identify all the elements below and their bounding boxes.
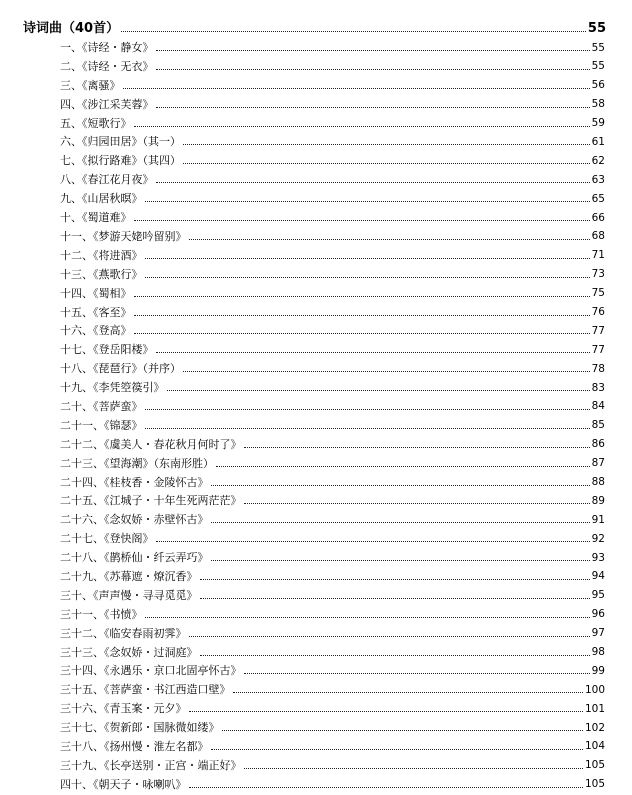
dot-leader: [189, 787, 583, 788]
dot-leader: [134, 126, 590, 127]
dot-leader: [156, 69, 590, 70]
entry-title: 四十、《朝天子・咏喇叭》: [60, 777, 187, 791]
entry-page-number: 63: [591, 173, 605, 186]
dot-leader: [211, 485, 590, 486]
toc-entry[interactable]: [0, 114, 632, 129]
dot-leader: [134, 220, 590, 221]
toc-entry[interactable]: [0, 435, 632, 450]
entry-page-number: 59: [591, 117, 605, 130]
toc-entry[interactable]: [0, 397, 632, 412]
dot-leader: [189, 636, 590, 637]
toc-entry[interactable]: [0, 246, 632, 261]
dot-leader: [145, 258, 590, 259]
toc-entry[interactable]: [0, 718, 632, 733]
entry-page-number: 91: [591, 513, 605, 526]
toc-entry[interactable]: [0, 491, 632, 506]
entry-title: 九、《山居秋暝》: [60, 192, 143, 206]
dot-leader: [145, 409, 590, 410]
entry-title: 二十四、《桂枝香・金陵怀古》: [60, 475, 209, 489]
toc-entry[interactable]: [0, 151, 632, 166]
dot-leader: [244, 503, 590, 504]
toc-entry[interactable]: [0, 189, 632, 204]
entry-page-number: 83: [591, 381, 605, 394]
entry-page-number: 55: [591, 41, 605, 54]
dot-leader: [145, 617, 590, 618]
toc-entry[interactable]: [0, 208, 632, 223]
dot-leader: [134, 333, 590, 334]
dot-leader: [156, 50, 590, 51]
toc-entry[interactable]: [0, 284, 632, 299]
dot-leader: [183, 163, 590, 164]
entry-title: 十、《蜀道难》: [60, 211, 132, 224]
section-title: 诗词曲（40首）: [23, 21, 120, 36]
dot-leader: [189, 711, 583, 712]
toc-entry[interactable]: [0, 76, 632, 91]
entry-page-number: 55: [591, 60, 605, 73]
entry-title: 十八、《琵琶行》（并序）: [60, 362, 181, 376]
toc-entry[interactable]: [0, 321, 632, 336]
toc-entry[interactable]: [0, 416, 632, 431]
entry-title: 三十九、《长亭送别・正宫・端正好》: [60, 758, 242, 772]
dot-leader: [244, 673, 590, 674]
toc-entry[interactable]: [0, 510, 632, 525]
toc-entry[interactable]: [0, 378, 632, 393]
dot-leader: [134, 296, 590, 297]
entry-title: 四、《涉江采芙蓉》: [60, 97, 154, 111]
dot-leader: [200, 579, 590, 580]
entry-title: 三、《离骚》: [60, 78, 121, 92]
entry-page-number: 105: [584, 778, 605, 791]
dot-leader: [167, 390, 590, 391]
section-page-number: 55: [587, 21, 606, 36]
entry-title: 八、《春江花月夜》: [60, 173, 154, 187]
entry-title: 二十、《菩萨蛮》: [60, 399, 143, 413]
entry-page-number: 58: [591, 98, 605, 111]
entry-page-number: 87: [591, 457, 605, 470]
entry-title: 七、《拟行路难》（其四）: [60, 154, 181, 168]
toc-entry[interactable]: [0, 265, 632, 280]
entry-title: 三十五、《菩萨蛮・书江西造口壁》: [60, 683, 231, 697]
entry-page-number: 62: [591, 154, 605, 167]
entry-title: 二十三、《望海潮》（东南形胜）: [60, 456, 214, 470]
toc-entry[interactable]: [0, 170, 632, 185]
toc-entry[interactable]: [0, 227, 632, 242]
dot-leader: [156, 182, 590, 183]
dot-leader: [200, 598, 590, 599]
toc-entry[interactable]: [0, 643, 632, 658]
toc-entry[interactable]: [0, 586, 632, 601]
entry-page-number: 86: [591, 438, 605, 451]
entry-title: 三十六、《青玉案・元夕》: [60, 702, 187, 716]
dot-leader: [222, 730, 583, 731]
entry-title: 五、《短歌行》: [60, 116, 132, 130]
entry-page-number: 102: [584, 721, 605, 734]
toc-entry[interactable]: [0, 454, 632, 469]
entry-page-number: 71: [591, 249, 605, 262]
entry-title: 三十一、《书愤》: [60, 607, 143, 621]
entry-title: 二十七、《登快阁》: [60, 532, 154, 546]
toc-entry[interactable]: [0, 529, 632, 544]
toc-entry[interactable]: [0, 775, 632, 790]
entry-title: 十五、《客至》: [60, 305, 132, 319]
dot-leader: [121, 31, 586, 32]
toc-entry[interactable]: [0, 661, 632, 676]
entry-title: 三十二、《临安春雨初霁》: [60, 626, 187, 640]
toc-entry[interactable]: [0, 567, 632, 582]
entry-page-number: 66: [591, 211, 605, 224]
entry-page-number: 92: [591, 532, 605, 545]
dot-leader: [183, 144, 590, 145]
toc-entry[interactable]: [0, 624, 632, 639]
entry-page-number: 89: [591, 494, 605, 507]
dot-leader: [189, 239, 590, 240]
entry-page-number: 94: [591, 570, 605, 583]
toc-entry[interactable]: [0, 548, 632, 563]
entry-title: 二十六、《念奴娇・赤壁怀古》: [60, 513, 209, 527]
entry-page-number: 73: [591, 268, 605, 281]
toc-entry[interactable]: [0, 95, 632, 110]
entry-title: 三十七、《贺新郎・国脉微如缕》: [60, 721, 220, 734]
entry-page-number: 85: [591, 419, 605, 432]
dot-leader: [156, 352, 590, 353]
entry-page-number: 77: [591, 324, 605, 337]
entry-page-number: 105: [584, 759, 605, 772]
entry-title: 十九、《李凭箜篌引》: [60, 381, 165, 394]
toc-entry[interactable]: [0, 132, 632, 147]
entry-title: 二、《诗经・无衣》: [60, 59, 154, 73]
entry-page-number: 84: [591, 400, 605, 413]
entry-title: 十三、《燕歌行》: [60, 267, 143, 281]
toc-entry[interactable]: [0, 303, 632, 318]
entry-page-number: 77: [591, 343, 605, 356]
entry-page-number: 76: [591, 306, 605, 318]
dot-leader: [134, 315, 590, 316]
entry-title: 三十八、《扬州慢・淮左名都》: [60, 739, 209, 753]
dot-leader: [244, 447, 590, 448]
dot-leader: [156, 107, 590, 108]
entry-title: 六、《归园田居》（其一）: [60, 135, 181, 149]
dot-leader: [183, 371, 590, 372]
entry-title: 十二、《将进酒》: [60, 248, 143, 262]
entry-title: 一、《诗经・静女》: [60, 41, 154, 54]
entry-page-number: 61: [591, 135, 605, 148]
toc-entry[interactable]: [0, 737, 632, 752]
toc-entry[interactable]: [0, 699, 632, 714]
toc-entry[interactable]: [0, 340, 632, 355]
entry-page-number: 56: [591, 79, 605, 92]
dot-leader: [145, 428, 590, 429]
entry-page-number: 99: [591, 664, 605, 677]
dot-leader: [233, 692, 583, 693]
entry-title: 二十八、《鹊桥仙・纤云弄巧》: [60, 551, 209, 564]
dot-leader: [123, 88, 590, 89]
entry-page-number: 93: [591, 551, 605, 564]
entry-page-number: 98: [591, 646, 605, 658]
entry-page-number: 75: [591, 287, 605, 300]
dot-leader: [145, 277, 590, 278]
dot-leader: [145, 201, 590, 202]
entry-page-number: 96: [591, 608, 605, 621]
toc-entry[interactable]: [0, 473, 632, 488]
entry-page-number: 100: [584, 683, 605, 696]
entry-title: 十七、《登岳阳楼》: [60, 343, 154, 357]
entry-title: 十四、《蜀相》: [60, 286, 132, 300]
entry-title: 三十、《声声慢・寻寻觅觅》: [60, 588, 198, 602]
dot-leader: [156, 541, 590, 542]
dot-leader: [216, 466, 590, 467]
dot-leader: [211, 749, 583, 750]
dot-leader: [211, 522, 590, 523]
entry-title: 二十二、《虞美人・春花秋月何时了》: [60, 437, 242, 451]
entry-title: 十六、《登高》: [60, 324, 132, 338]
entry-page-number: 68: [591, 230, 605, 243]
entry-page-number: 97: [591, 627, 605, 640]
entry-title: 二十一、《锦瑟》: [60, 418, 143, 432]
dot-leader: [211, 560, 590, 561]
toc-entry[interactable]: [0, 359, 632, 374]
entry-title: 三十四、《永遇乐・京口北固亭怀古》: [60, 664, 242, 678]
toc-entry[interactable]: [0, 680, 632, 695]
entry-title: 三十三、《念奴娇・过洞庭》: [60, 645, 198, 659]
toc-entry[interactable]: [0, 605, 632, 620]
entry-title: 十一、《梦游天姥吟留别》: [60, 229, 187, 243]
entry-title: 二十九、《苏幕遮・燎沉香》: [60, 569, 198, 583]
entry-page-number: 95: [591, 589, 605, 602]
entry-title: 二十五、《江城子・十年生死两茫茫》: [60, 494, 242, 508]
entry-page-number: 104: [584, 740, 605, 753]
dot-leader: [244, 768, 583, 769]
toc-entry[interactable]: [0, 38, 632, 53]
entry-page-number: 88: [591, 476, 605, 488]
toc-entry[interactable]: [0, 57, 632, 72]
entry-page-number: 65: [591, 192, 605, 205]
toc-entry[interactable]: [0, 756, 632, 771]
toc-section-heading[interactable]: [0, 17, 632, 35]
entry-page-number: 78: [591, 362, 605, 375]
entry-page-number: 101: [584, 702, 605, 715]
dot-leader: [200, 655, 590, 656]
